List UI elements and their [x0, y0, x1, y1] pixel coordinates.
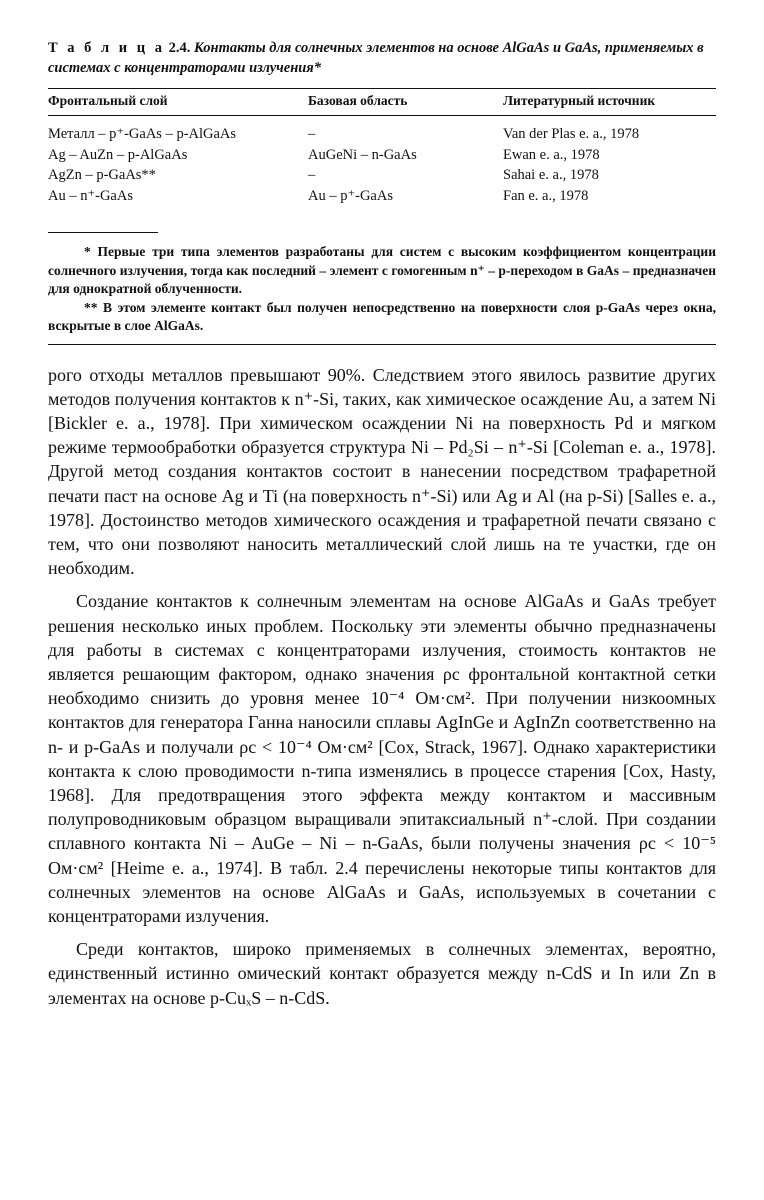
table-footnotes [48, 243, 716, 336]
header-reference: Литературный источник [503, 93, 656, 108]
header-base-region: Базовая область [308, 93, 408, 108]
cell-reference: Ewan e. a., 1978 [503, 146, 600, 163]
page [48, 38, 716, 1019]
table-end-rule [48, 344, 716, 345]
footnote-2: ** В этом элементе контакт был получен непосредственно на поверхности слоя p-GaAs через окна, вскрытые в слое AlGaAs. [48, 299, 716, 333]
table-row [48, 145, 716, 166]
footnote-divider [48, 232, 158, 233]
table-row [48, 124, 716, 145]
contacts-table [48, 88, 716, 206]
header-front-layer: Фронтальный слой [48, 93, 168, 108]
table-header-row [48, 89, 716, 116]
table-row [48, 186, 716, 207]
cell-reference: Sahai e. a., 1978 [503, 167, 599, 183]
table-caption-title: Контакты для солнечных элементов на основе AlGaAs и GaAs, применяемых в системах с концентраторами излучения* [48, 40, 704, 76]
table-caption [48, 38, 716, 78]
cell-front-layer: AgZn – p-GaAs** [48, 167, 156, 183]
cell-front-layer: Au – n⁺-GaAs [48, 187, 133, 204]
cell-front-layer: Металл – p⁺-GaAs – p-AlGaAs [48, 126, 237, 142]
paragraph-1: рого отходы металлов превышают 90%. Следствием этого явилось развитие других методов получения контактов к n⁺-Si, таких, как химическое осаждение Au, а затем Ni [Bickler e. a., 1978]. При химическом осаждении Ni на поверхность Pd и мягком режиме термообработки образуется структура Ni – Pd₂Si – n⁺-Si [Coleman e. a., 1978]. Другой метод создания контактов состоит в нанесении посредством трафаретной печати паст на основе Ag и Ti (на поверхность n⁺-Si) или Ag и Al (на p-Si) [Salles e. a., 1978]. Достоинство методов химического осаждения и трафаретной печати связано с тем, что они позволяют наносить металлический слой лишь на те участки, где он необходим. [48, 364, 716, 579]
cell-front-layer: Ag – AuZn – p-AlGaAs [48, 146, 188, 163]
table-row [48, 165, 716, 186]
cell-reference: Fan e. a., 1978 [503, 187, 589, 204]
footnote-1: * Первые три типа элементов разработаны для систем с высоким коэффициентом концентрации солнечного излучения, тогда как последний – элемент с гомогенным n⁺ – p-переходом в GaAs – предназначен для однократной облученности. [48, 244, 716, 296]
table-caption-number: 2.4. [168, 40, 191, 56]
cell-base-region: – [308, 126, 316, 142]
table-caption-label: Т а б л и ц а [48, 40, 166, 56]
paragraph-3: Среди контактов, широко применяемых в солнечных элементах, вероятно, единственный истинно омический контакт образуется между n-CdS и In или Zn в элементах на основе p-CuₓS – n-CdS. [48, 939, 716, 1008]
cell-base-region: Au – p⁺-GaAs [308, 187, 393, 204]
cell-base-region: – [308, 167, 316, 183]
cell-reference: Van der Plas e. a., 1978 [503, 126, 640, 142]
cell-base-region: AuGeNi – n-GaAs [308, 146, 417, 163]
body-text [48, 363, 716, 1010]
paragraph-2: Создание контактов к солнечным элементам на основе AlGaAs и GaAs требует решения несколько иных проблем. Поскольку эти элементы обычно предназначены для работы в системах с концентраторами излучения, стоимость контактов не является решающим фактором, однако значения ρc фронтальной контактной сетки необходимо снизить до уровня менее 10⁻⁴ Ом·см². При получении низкоомных контактов для генератора Ганна наносили сплавы AgInGe и AgInZn соответственно на n- и p-GaAs и получали ρc < 10⁻⁴ Ом·см² [Cox, Strack, 1967]. Однако характеристики контакта к слою проводимости n-типа изменялись в процессе старения [Cox, Hasty, 1968]. Для предотвращения этого эффекта между контактом и массивным полупроводниковым образцом выращивали эпитаксиальный n⁺-слой. При создании сплавного контакта Ni – AuGe – Ni – n-GaAs, были получены значения ρc < 10⁻⁵ Ом·см² [Heime e. a., 1974]. В табл. 2.4 перечислены некоторые типы контактов для солнечных элементов на основе AlGaAs и GaAs, используемых в сочетании с концентраторами излучения. [48, 591, 716, 926]
